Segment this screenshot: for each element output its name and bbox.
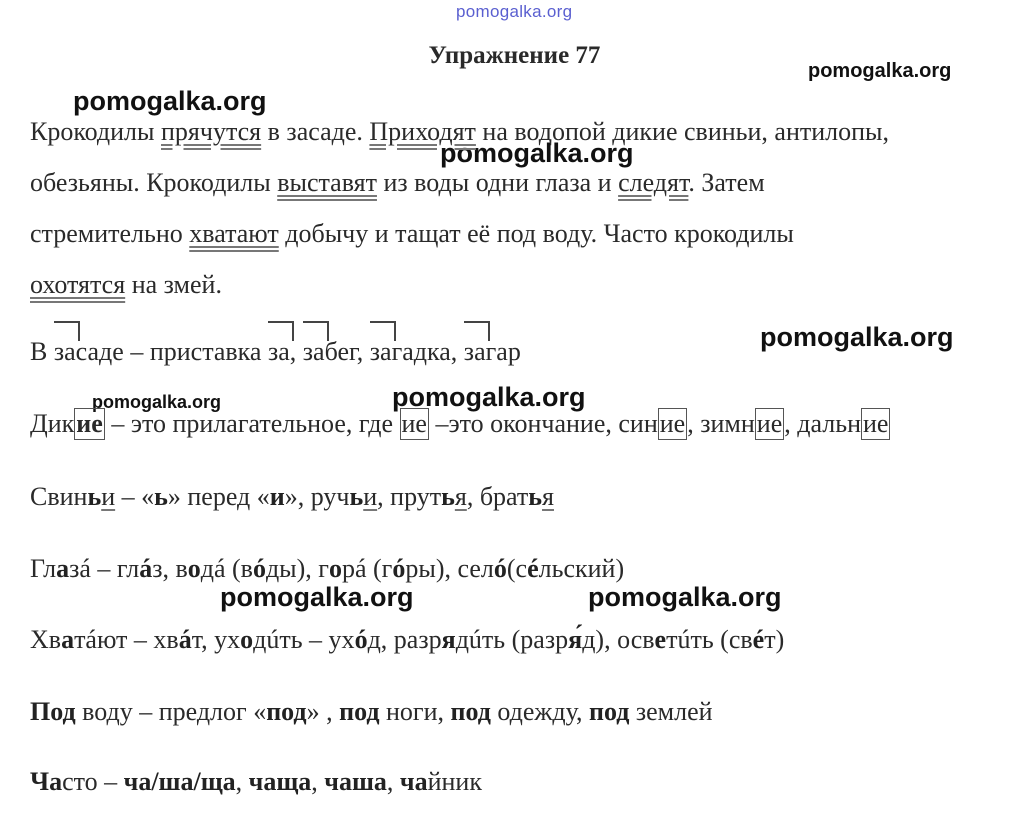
verb-underlined: Приходят [369,117,476,146]
watermark: pomogalka.org [808,60,952,82]
watermark: pomogalka.org [588,582,782,612]
preposition-line: Под воду – предлог «под» , под ноги, под одежду, под землей [30,697,713,726]
cha-line: Часто – ча/ша/ща, чаща, чаша, чайник [30,767,482,796]
verb-underlined: охотятся [30,270,126,299]
text-line: Крокодилы прячутся в засаде. Приходят на водопой дикие свиньи, антилопы, [30,117,890,146]
watermark: pomogalka.org [73,86,267,116]
exercise-text [30,106,889,310]
ending-line: Дикие – это прилагательное, где ие –это окончание, синие, зимние, дальние [30,409,889,438]
watermark: pomogalka.org [760,322,954,352]
ending-box: ие [401,409,427,438]
ending-box: ие [756,409,783,438]
text-line: охотятся на змей. [30,270,222,299]
watermark: pomogalka.org [92,392,222,412]
prefix-line: В засаде – приставка за, забег, загадка, загар [30,337,521,366]
prefix-mark: за [369,337,392,366]
ending-box: ие [659,409,686,438]
ending-box: ие [863,409,889,438]
text-line: стремительно хватают добычу и тащат её под воду. Часто крокодилы [30,219,794,248]
exercise-title: Упражнение 77 [428,42,601,69]
ending-box: ие [76,409,103,438]
stress-line-2: Хватáют – хвáт, уходúть – ухóд, разрядúть (разря́д), осветúть (свéт) [30,625,785,654]
watermark-top[interactable]: pomogalka.org [456,2,573,21]
prefix-mark: за [302,337,325,366]
text-line: обезьяны. Крокодилы выставят из воды одни глаза и следят. Затем [30,168,765,197]
prefix-mark: за [267,337,290,366]
soft-sign-line: Свиньи – «ь» перед «и», ручьи, прутья, братья [30,482,554,511]
prefix-mark: за [463,337,486,366]
watermark: pomogalka.org [220,582,414,612]
watermark: pomogalka.org [440,138,634,168]
verb-underlined: выставят [277,168,377,197]
stress-line-1: Глазá – глáз, водá (вóды), горá (гóры), селó(сéльский) [30,554,625,583]
verb-underlined: прячутся [161,117,262,146]
verb-underlined: хватают [189,219,279,248]
verb-underlined: следят [618,168,689,197]
watermark: pomogalka.org [392,382,586,412]
prefix-mark: за [53,337,76,366]
